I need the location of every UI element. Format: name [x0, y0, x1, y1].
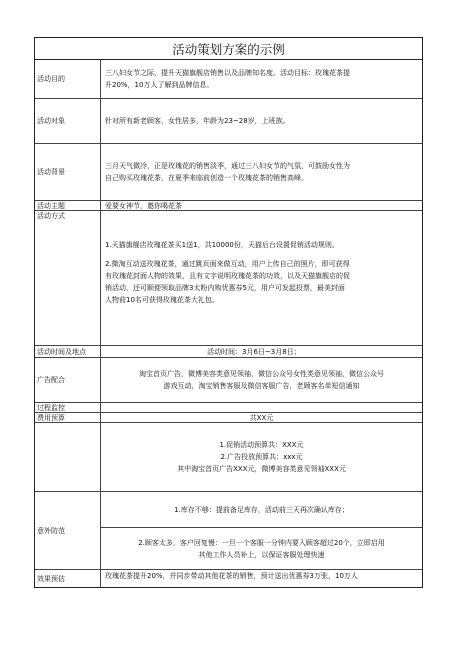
background-value [101, 144, 422, 200]
goal-line: 三八妇女节之际，提升天猫旗舰店销售以及品牌知名度。活动目标：玫瑰花茶提 [105, 68, 350, 77]
row-ads [35, 358, 422, 403]
row-target [35, 99, 422, 144]
effect-value: 玫瑰花茶提升20%，并同步带动其他花茶的销售，预计送出优惠券3万张，10万人 [105, 572, 358, 580]
method-item-1: 1.天猫旗舰店玫瑰花茶买1送1，共10000份，天猫后台设置促销活动规则。 [105, 241, 339, 249]
row-budget [35, 413, 422, 423]
budget-line: 2.广告投放预算共：xxx元 [220, 453, 303, 461]
row-budget-detail [35, 423, 422, 492]
target-value: 针对所有新老顾客，女性居多，年龄为23~28岁，上班族。 [105, 117, 290, 125]
background-label: 活动背景 [35, 144, 101, 200]
risk-label: 意外防范 [35, 492, 101, 569]
time-label: 活动时间及地点 [35, 346, 101, 357]
risk-item-1: 1.库存不够：提前备足库存，活动前三天再次确认库存； [101, 492, 422, 528]
theme-label: 活动主题 [35, 201, 101, 210]
budget-label: 费用预算 [35, 413, 101, 422]
risk-value [101, 492, 422, 569]
row-theme [35, 201, 422, 211]
background-line: 三月天气微冷，正是玫瑰花的销售淡季，通过三八妇女节的气氛，可鼓励女性为 [105, 162, 350, 170]
effect-label: 效果预估 [35, 570, 101, 587]
row-risk [35, 492, 422, 570]
ads-line: 淘宝首页广告，微博美容类意见领袖，微信公众号女性类意见领袖，微信公众号 [139, 370, 384, 378]
theme-value: 爱要女神节，邀你喝花茶 [105, 201, 182, 210]
method-line: 有玫瑰花封面人物的效果，且有文字说明玫瑰花茶的功效，以及天猫旗舰店的促 [105, 272, 350, 280]
risk-line: 2.顾客太多，客户回复慢：一旦一个客服一分钟内要入顾客超过20个，立即启用 [138, 539, 385, 547]
budget-line: 其中淘宝首页广告XXX元，微博美容类意见领袖XXX元 [177, 465, 346, 473]
budget-detail-label [35, 423, 101, 491]
method-line: 人物前10名可获得玫瑰花茶大礼包。 [105, 296, 219, 304]
risk-item-2 [101, 528, 422, 570]
budget-line: 1.促销活动预算共：XXX元 [219, 441, 304, 449]
target-label: 活动对象 [35, 99, 101, 143]
ads-line: 游戏互动，淘宝销售客服及微信客服广告，老顾客名单短信通知 [163, 382, 360, 390]
ads-value [101, 358, 422, 402]
background-line: 自己购买玫瑰花茶，在夏季来临前创造一个玫瑰花茶的销售高峰。 [105, 174, 308, 182]
method-line: 2.微淘互动送玫瑰花茶，通过跳页面来做互动，用户上传自己的照片，即可获得 [105, 260, 350, 268]
monitor-label: 过程监控 [35, 403, 101, 412]
plan-sheet [34, 37, 423, 588]
goal-line: 升20%，10万人了解到品牌信息。 [105, 80, 214, 89]
row-effect [35, 570, 422, 587]
sheet-title: 活动策划方案的示例 [35, 38, 422, 60]
method-label: 活动方式 [35, 211, 101, 345]
time-value: 活动时间：3月6日~3月8日； [207, 347, 301, 356]
row-monitor [35, 403, 422, 413]
row-time [35, 346, 422, 358]
row-method [35, 211, 422, 346]
method-line: 销活动，还可顺便领取品牌3太粉内购优惠券5元，用户可发起投票，最美封面 [105, 284, 345, 292]
risk-line: 其他工作人员补上，以保证客服处理快速 [198, 551, 325, 559]
goal-value [101, 59, 422, 98]
row-goal [35, 59, 422, 99]
ads-label: 广告配合 [35, 358, 101, 402]
row-background [35, 144, 422, 201]
budget-detail [101, 423, 422, 491]
goal-label: 活动目的 [35, 59, 101, 98]
method-value [101, 211, 422, 345]
budget-total: 共XX元 [249, 413, 274, 422]
